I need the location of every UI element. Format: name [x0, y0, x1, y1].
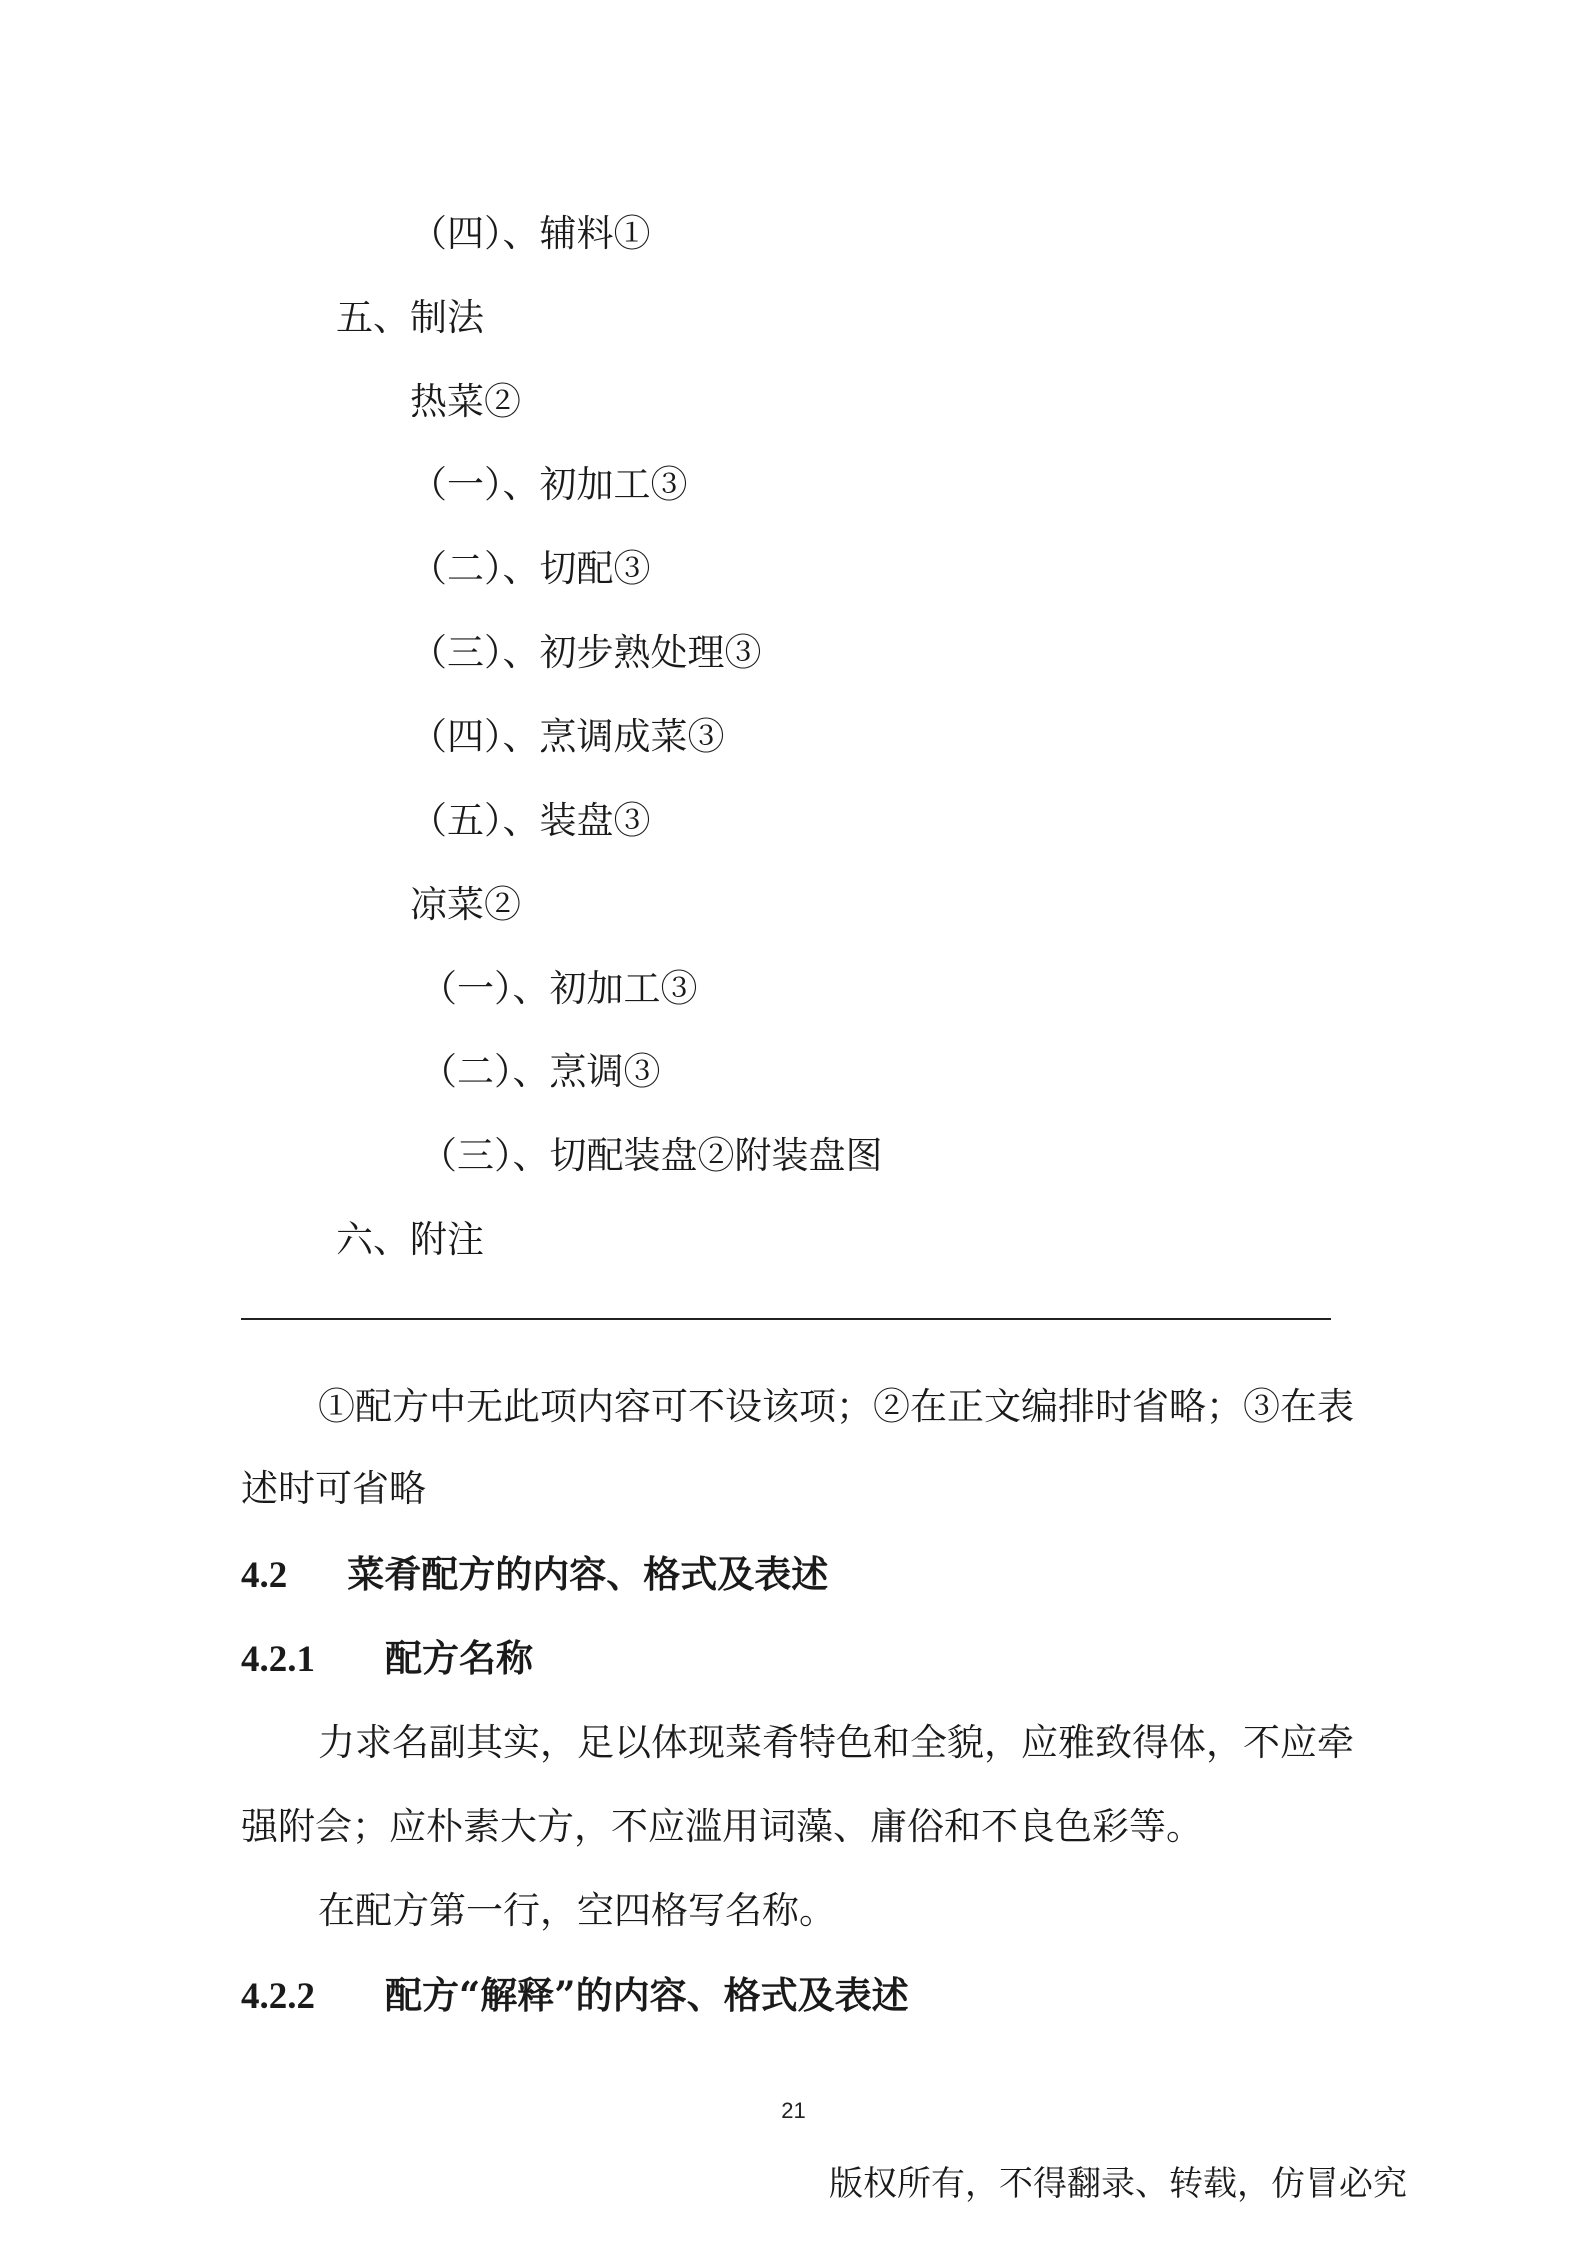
- liangcai-step-2: （二）、烹调③: [420, 1050, 661, 1093]
- section-4-2-2-heading: [241, 1973, 909, 2019]
- recai-step-1: （一）、初加工③: [410, 463, 688, 506]
- footnote-separator: [241, 1318, 1331, 1320]
- outline-liangcai: 凉菜②: [410, 883, 521, 926]
- liangcai-step-3: （三）、切配装盘②附装盘图: [420, 1134, 883, 1177]
- section-title: 配方“解释”的内容、格式及表述: [385, 1973, 909, 2017]
- section-4-2-heading: [241, 1552, 828, 1598]
- section-number: 4.2.2: [241, 1976, 315, 2017]
- outline-fuzhu: 六、附注: [336, 1218, 484, 1261]
- outline-recai: 热菜②: [410, 380, 521, 423]
- copyright-notice: 版权所有，不得翻录、转载，仿冒必究: [829, 2164, 1407, 2204]
- page-number: 21: [781, 2098, 806, 2123]
- section-4-2-1-para1: 力求名副其实，足以体现菜肴特色和全貌，应雅致得体，不应牵强附会；应朴素大方，不应滥用词藻、庸俗和不良色彩等。: [241, 1721, 1354, 1848]
- liangcai-step-1: （一）、初加工③: [420, 967, 698, 1010]
- recai-step-2: （二）、切配③: [410, 547, 651, 590]
- section-4-2-1-para2: 在配方第一行，空四格写名称。: [318, 1889, 836, 1932]
- recai-step-3: （三）、初步熟处理③: [410, 631, 762, 674]
- footnote-text: ①配方中无此项内容可不设该项；②在正文编排时省略；③在表述时可省略: [241, 1385, 1354, 1510]
- recai-step-5: （五）、装盘③: [410, 799, 651, 842]
- section-title: 配方名称: [385, 1636, 533, 1680]
- section-4-2-1-heading: [241, 1636, 533, 1682]
- section-number: 4.2: [241, 1555, 288, 1596]
- recai-step-4: （四）、烹调成菜③: [410, 715, 725, 758]
- section-title: 菜肴配方的内容、格式及表述: [347, 1552, 829, 1596]
- outline-fuliao: （四）、辅料①: [410, 212, 651, 255]
- outline-zhifa: 五、制法: [336, 296, 484, 339]
- section-number: 4.2.1: [241, 1639, 315, 1680]
